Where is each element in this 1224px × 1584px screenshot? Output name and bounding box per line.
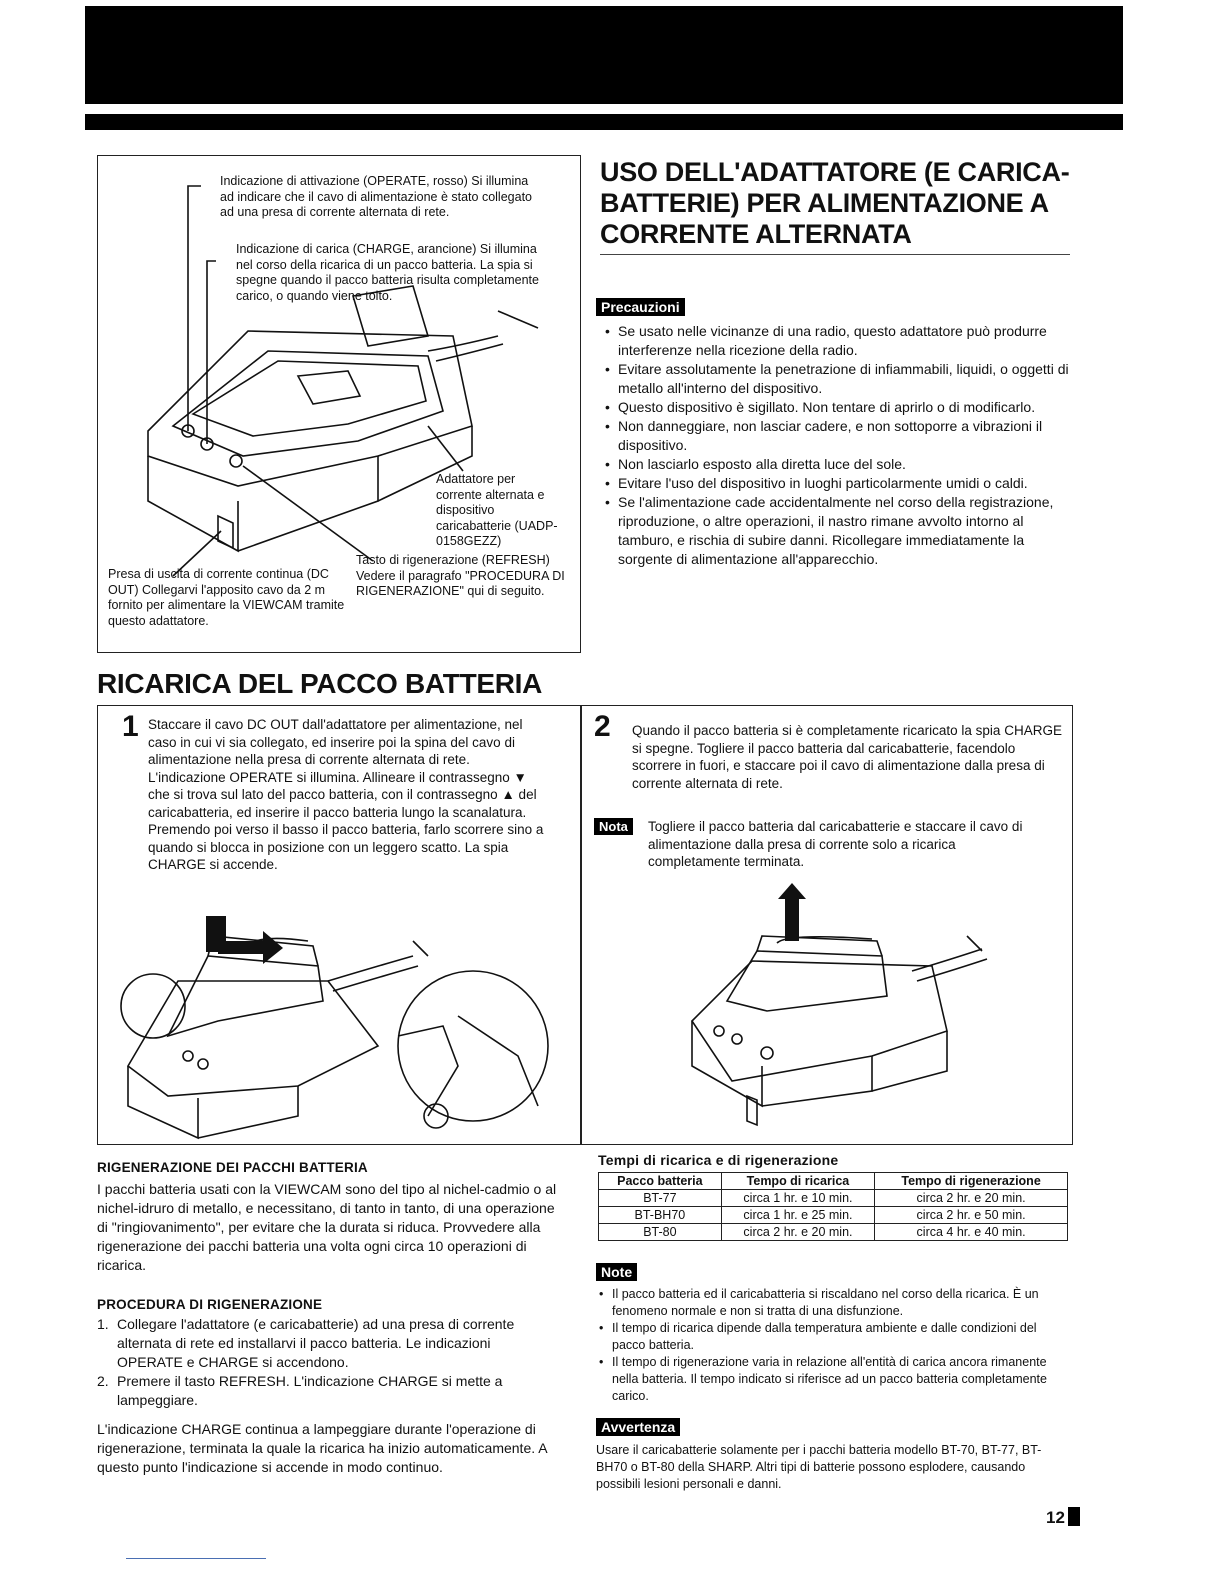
table-header: Tempo di rigenerazione [875, 1173, 1068, 1190]
charger-diagram-box [97, 155, 581, 653]
list-item: • Se l'alimentazione cade accidentalmente nel corso della registrazione, riproduzione, o altre operazioni, il nastro rimane avvolto intorno al tamburo, e rischia di subire danni. Ricollegare immediatamente la sorgente di alimentazione all'apparecchio. [596, 493, 1076, 569]
tempi-table [598, 1172, 1068, 1241]
step2-number: 2 [594, 710, 611, 743]
proc-steps [97, 1315, 559, 1410]
list-item: • Il tempo di rigenerazione varia in relazione all'entità di carica ancora rimanente nella batteria. Il tempo indicato si riferisce ad un pacco batteria completamente carico. [590, 1354, 1070, 1405]
table-row: BT-77 circa 1 hr. e 10 min. circa 2 hr. e 20 min. [599, 1190, 1068, 1207]
step2-box [581, 705, 1073, 1145]
note-tag: Note [596, 1263, 637, 1281]
list-item: • Evitare l'uso del dispositivo in luoghi particolarmente umidi o caldi. [596, 474, 1076, 493]
label-operate: Indicazione di attivazione (OPERATE, rosso) Si illumina ad indicare che il cavo di alimentazione è stato collegato ad una presa di corrente alternata di rete. [220, 174, 532, 219]
rigen-text: I pacchi batteria usati con la VIEWCAM sono del tipo al nichel-cadmio o al nichel-idruro di metallo, e necessitano, di tanto in tanto, di una operazione di "ringiovanimento", per evitare che la durata si riduca. Provvedere alla rigenerazione dei pacchi batteria una volta ogni circa 10 operazioni di ricarica. [97, 1181, 557, 1273]
step1-box [97, 705, 581, 1145]
precauzioni-tag: Precauzioni [596, 298, 685, 316]
avvertenza-text: Usare il caricabatterie solamente per i pacchi batteria modello BT-70, BT-77, BT-BH70 o BT-80 della SHARP. Altri tipi di batterie possono esplodere, causando possibili lesioni personali e danni. [596, 1443, 1042, 1491]
nota-tag: Nota [594, 818, 633, 835]
footer-rule [126, 1558, 266, 1559]
header-black-band [85, 6, 1123, 104]
push-arrow-icon [218, 931, 283, 964]
uso-title: USO DELL'ADATTATORE (E CARICA-BATTERIE) PER ALIMENTAZIONE A CORRENTE ALTERNATA [600, 157, 1070, 249]
table-header-row [599, 1173, 1068, 1190]
list-item: 1. Collegare l'adattatore (e caricabatterie) ad una presa di corrente alternata di rete ed installarvi il pacco batteria. Le indicazioni OPERATE e CHARGE si accendono. [97, 1316, 515, 1370]
list-item: • Se usato nelle vicinanze di una radio, questo adattatore può produrre interferenze nella ricezione della radio. [596, 322, 1076, 360]
list-item: • Il tempo di ricarica dipende dalla temperatura ambiente e dalle condizioni del pacco batteria. [590, 1320, 1070, 1354]
table-row: BT-80 circa 2 hr. e 20 min. circa 4 hr. e 40 min. [599, 1224, 1068, 1241]
rigen-title: RIGENERAZIONE DEI PACCHI BATTERIA [97, 1160, 368, 1175]
list-item: 2. Premere il tasto REFRESH. L'indicazione CHARGE si mette a lampeggiare. [97, 1373, 503, 1408]
list-item: • Il pacco batteria ed il caricabatteria si riscaldano nel corso della ricarica. È un fenomeno normale e non si tratta di una disfunzione. [590, 1286, 1070, 1320]
label-charge: Indicazione di carica (CHARGE, arancione) Si illumina nel corso della ricarica di un pacco batteria. La spia si spegne quando il pacco batteria risulta completamente carico, o quando viene tolto. [236, 242, 539, 303]
tempi-title: Tempi di ricarica e di rigenerazione [598, 1152, 839, 1168]
list-item: • Evitare assolutamente la penetrazione di infiammabili, liquidi, o oggetti di metallo all'interno del dispositivo. [596, 360, 1076, 398]
step1-number: 1 [122, 710, 139, 743]
list-item: • Non danneggiare, non lasciar cadere, e non sottoporre a vibrazioni il dispositivo. [596, 417, 1076, 455]
uso-title-rule [600, 254, 1070, 255]
ricarica-title: RICARICA DEL PACCO BATTERIA [97, 668, 543, 699]
step2-text: Quando il pacco batteria si è completamente ricaricato la spia CHARGE si spegne. Togliere il pacco batteria dal caricabatterie, facendolo scorrere in fuori, e staccare poi il cavo di alimentazione dalla presa di corrente alternata di rete. [632, 723, 1062, 791]
page-number: 12 [1046, 1507, 1080, 1528]
avvertenza-tag: Avvertenza [596, 1418, 680, 1436]
rigen-after: L'indicazione CHARGE continua a lampeggiare durante l'operazione di rigenerazione, terminata la quale la ricarica ha inizio automaticamente. A questo punto l'indicazione si accende in modo continuo. [97, 1421, 547, 1475]
label-adapter: Adattatore per corrente alternata e dispositivo caricabatterie (UADP-0158GEZZ) [436, 472, 558, 548]
proc-title: PROCEDURA DI RIGENERAZIONE [97, 1297, 323, 1312]
nota-text: Togliere il pacco batteria dal caricabatterie e staccare il cavo di alimentazione dalla presa di corrente solo a ricarica completamente terminata. [648, 819, 1023, 869]
label-refresh: Tasto di rigenerazione (REFRESH) Vedere il paragrafo "PROCEDURA DI RIGENERAZIONE" qui di seguito. [356, 553, 565, 598]
step1-illustration [98, 906, 582, 1146]
list-item: • Questo dispositivo è sigillato. Non tentare di aprirlo o di modificarlo. [596, 398, 1076, 417]
table-row: BT-BH70 circa 1 hr. e 25 min. circa 2 hr. e 50 min. [599, 1207, 1068, 1224]
step1-text: Staccare il cavo DC OUT dall'adattatore per alimentazione, nel caso in cui vi sia collegato, ed inserire poi la spina del cavo di alimentazione nella presa di corrente alternata di rete. L'indicazione OPERATE si illumina. Allineare il contrassegno ▼ che si trova sul lato del pacco batteria, con il contrassegno ▲ del caricabatteria, ed inserire il pacco batteria lungo la scanalatura. Premendo poi verso il basso il pacco batteria, farlo scorrere sino a quando si blocca in posizione con un leggero scatto. La spia CHARGE si accende. [148, 717, 544, 872]
label-dcout: Presa di uscita di corrente continua (DC OUT) Collegarvi l'apposito cavo da 2 m fornito per alimentare la VIEWCAM tramite questo adattatore. [108, 567, 345, 628]
lift-arrow-icon [778, 883, 806, 941]
table-header: Tempo di ricarica [721, 1173, 874, 1190]
page-marker-icon [1068, 1507, 1080, 1526]
header-rule [85, 114, 1123, 130]
note-list [590, 1286, 1070, 1405]
list-item: • Non lasciarlo esposto alla diretta luce del sole. [596, 455, 1076, 474]
table-header: Pacco batteria [599, 1173, 722, 1190]
step2-illustration [582, 881, 1074, 1141]
precauzioni-list [596, 322, 1076, 569]
